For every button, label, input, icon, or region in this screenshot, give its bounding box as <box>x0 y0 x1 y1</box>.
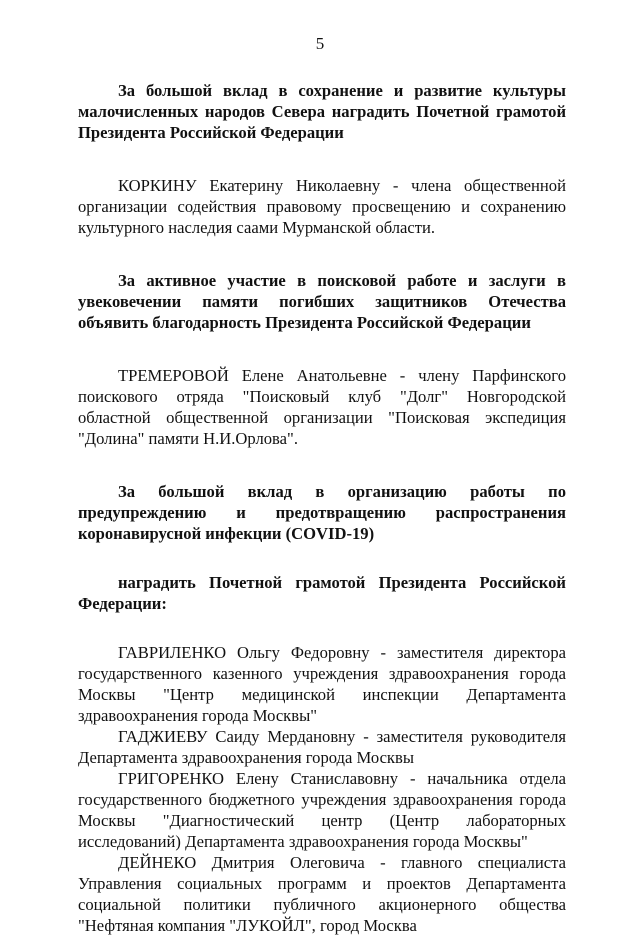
award-entry: ТРЕМЕРОВОЙ Елене Анатольевне - члену Парфинского поискового отряда "Поисковый клуб "Долг" Новгородской областной общественной организации "Поисковая экспедиция "Долина" памяти Н.И.Орлова". <box>78 366 566 448</box>
section-heading: За большой вклад в сохранение и развитие культуры малочисленных народов Севера наградить Почетной грамотой Президента Российской Федерации <box>78 81 566 142</box>
section-subheading: наградить Почетной грамотой Президента Российской Федерации: <box>78 573 566 613</box>
award-entry: КОРКИНУ Екатерину Николаевну - члена общественной организации содействия правовому просвещению и сохранению культурного наследия саами Мурманской области. <box>78 176 566 237</box>
award-entry: ГАДЖИЕВУ Саиду Мердановну - заместителя руководителя Департамента здравоохранения города Москвы <box>78 727 566 767</box>
award-entry: ДЕЙНЕКО Дмитрия Олеговича - главного специалиста Управления социальных программ и проектов Департамента социальной политики публичного акционерного общества "Нефтяная компания "ЛУКОЙЛ", город Москва <box>78 853 566 935</box>
document-body <box>78 80 566 936</box>
section-heading: За активное участие в поисковой работе и заслуги в увековечении памяти погибших защитников Отечества объявить благодарность Президента Российской Федерации <box>78 271 566 332</box>
section-heading: За большой вклад в организацию работы по предупреждению и предотвращению распространения коронавирусной инфекции (COVID-19) <box>78 482 566 543</box>
award-entry: ГРИГОРЕНКО Елену Станиславовну - начальника отдела государственного бюджетного учреждения здравоохранения города Москвы "Диагностический центр (Центр лабораторных исследований) Департамента здравоохранения города Москвы" <box>78 769 566 851</box>
award-entry: ГАВРИЛЕНКО Ольгу Федоровну - заместителя директора государственного казенного учреждения здравоохранения города Москвы "Центр медицинской инспекции Департамента здравоохранения города Москвы" <box>78 643 566 725</box>
page-number: 5 <box>315 34 325 53</box>
